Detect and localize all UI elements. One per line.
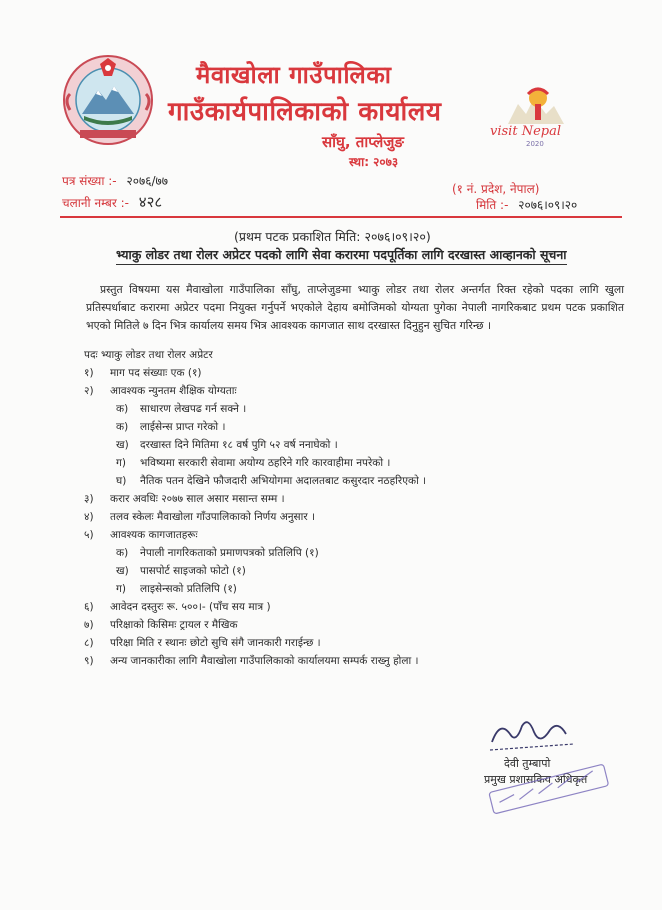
visit-nepal-year: 2020 bbox=[526, 140, 544, 148]
header-divider bbox=[60, 216, 622, 218]
qualification-item: ख) दरखास्त दिने मितिमा १८ वर्ष पुगि ५२ वर्ष ननाघेको । bbox=[116, 439, 338, 451]
municipality-name: मैवाखोला गाउँपालिका bbox=[196, 61, 392, 89]
official-stamp bbox=[484, 760, 614, 820]
post-title: पदः भ्याकु लोडर तथा रोलर अप्रेटर bbox=[84, 349, 213, 361]
signatory-title: प्रमुख प्रशासकिय अधिकृत bbox=[484, 773, 588, 786]
letter-date-value: २०७६।०९।२० bbox=[518, 198, 578, 212]
municipality-emblem bbox=[62, 54, 154, 146]
signature-mark bbox=[470, 712, 580, 758]
list-item: ६) आवेदन दस्तुरः रू. ५००।- (पाँच सय मात्र ) bbox=[84, 601, 271, 613]
office-address: साँघु, ताप्लेजुङ bbox=[322, 133, 404, 151]
letter-number-value: २०७६/७७ bbox=[126, 174, 168, 188]
document-item: ग) लाइसेन्सको प्रतिलिपि (१) bbox=[116, 583, 237, 595]
dispatch-number-value: ४२८ bbox=[138, 193, 163, 211]
qualification-item: ग) भविष्यमा सरकारी सेवामा अयोग्य ठहरिने गरि कारवाहीमा नपरेको । bbox=[116, 457, 391, 469]
province: (१ नं. प्रदेश, नेपाल) bbox=[452, 182, 540, 196]
qualification-item: क) साधारण लेखपढ गर्न सक्ने । bbox=[116, 403, 247, 415]
established-year: स्था: २०७३ bbox=[349, 155, 399, 169]
letter-date-label: मिति :- bbox=[476, 198, 509, 212]
list-item: ४) तलव स्केलः मैवाखोला गाँउपालिकाको निर्णय अनुसार । bbox=[84, 511, 315, 523]
letter-number bbox=[62, 172, 168, 189]
letter-number-label: पत्र संख्या :- bbox=[62, 174, 117, 188]
list-item: ७) परिक्षाको किसिमः ट्रायल र मैखिक bbox=[84, 619, 238, 631]
list-item: ५) आवश्यक कागजातहरूः bbox=[84, 529, 198, 541]
dispatch-number-label: चलानी नम्बर :- bbox=[62, 196, 129, 210]
published-date: (प्रथम पटक प्रकाशित मिति: २०७६।०९।२०) bbox=[234, 229, 431, 244]
letter-date bbox=[476, 196, 577, 213]
notice-subject: भ्याकु लोडर तथा रोलर अप्रेटर पदको लागि सेवा करारमा पदपूर्तिका लागि दरखास्त आव्हानको सूचना bbox=[116, 246, 567, 265]
visit-nepal-text: visit Nepal bbox=[490, 124, 561, 139]
visit-nepal-logo bbox=[488, 84, 578, 154]
list-item: ९) अन्य जानकारीका लागि मैवाखोला गाउँपालिकाको कार्यालयमा सम्पर्क राख्नु होला । bbox=[84, 655, 419, 667]
dispatch-number bbox=[62, 192, 162, 212]
list-item: १) माग पद संख्याः एक (१) bbox=[84, 367, 202, 379]
signatory-name: देवी तुम्बापो bbox=[504, 757, 551, 770]
list-item: ३) करार अवधिः २०७७ साल असार मसान्त सम्म । bbox=[84, 493, 285, 505]
document-item: ख) पासपोर्ट साइजको फोटो (१) bbox=[116, 565, 246, 577]
document-item: क) नेपाली नागरिकताको प्रमाणपत्रको प्रतिलिपि (१) bbox=[116, 547, 319, 559]
list-item: २) आवश्यक न्युनतम शैक्षिक योग्यताः bbox=[84, 385, 237, 397]
notice-intro: प्रस्तुत विषयमा यस मैवाखोला गाउँपालिका साँघु, ताप्लेजुङमा भ्याकु लोडर तथा रोलर अन्तर्गत रिक्त रहेको पदका लागि खुला प्रतिस्पर्धाबाट करारमा अप्रेटर पदमा नियुक्त गर्नुपर्ने भएकोले देहाय बमोजिमको योग्यता पुगेका नेपाली नागरिकबाट प्रथम पटक प्रकाशित भएको मितिले ७ दिन भित्र कार्यालय समय भित्र आवश्यक कागजात साथ दरखास्त दिनुहुन सुचित गरिन्छ । bbox=[86, 283, 624, 332]
qualification-item: क) लाईसेन्स प्राप्त गरेको । bbox=[116, 421, 226, 433]
qualification-item: घ) नैतिक पतन देखिने फौजदारी अभियोगमा अदालतबाट कसुरदार नठहरिएको । bbox=[116, 475, 427, 487]
list-item: ८) परिक्षा मिति र स्थानः छोटो सुचि संगै जानकारी गराईन्छ । bbox=[84, 637, 321, 649]
office-name: गाउँकार्यपालिकाको कार्यालय bbox=[168, 97, 442, 127]
